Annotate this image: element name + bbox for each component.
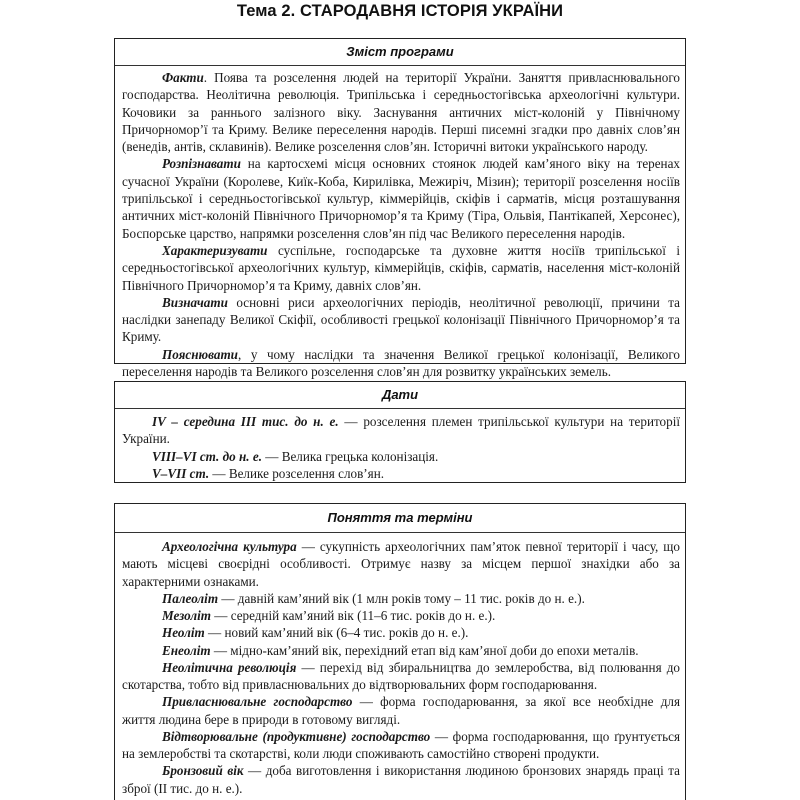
paragraph-text: суспільне, господарське та духовне життя носіїв трипільської і середньостогівської археологічних культур, кіммерійців, скіфів, сарматів, населення міст-колоній Північного Причорномор’я та Криму, давніх слов’ян. [122,242,680,293]
date-text: — Велика грецька колонізація. [261,448,439,464]
term-text: — давній кам’яний вік (1 млн років тому – 11 тис. років до н. е.). [218,590,585,606]
paragraph-lead: Характеризувати [162,242,268,258]
date-lead: VIII–VI ст. до н. е. [152,448,262,464]
term-text: — сукупність археологічних пам’яток певної території і часу, що мають місцеві своєрідні особливості. Отримує назву за місцем першої знахідки або за характерними ознаками. [122,539,680,589]
term-text: — мідно-кам’яний вік, перехідний етап від кам’яної доби до епохи металів. [210,642,639,658]
program-paragraph [122,155,680,241]
term-text: — новий кам’яний вік (6–4 тис. років до н. е.). [204,625,469,641]
program-paragraph [122,346,680,381]
paragraph-text: основні риси археологічних періодів, неолітичної революції, причини та наслідки занепаду Великої Скіфії, особливості грецької колонізації Північного Причорномор’я та Криму. [122,294,680,345]
term-lead: Неоліт [162,625,205,641]
program-paragraph [122,242,680,294]
paragraph-text: на картосхемі місця основних стоянок людей кам’яного віку на теренах сучасної України (Королеве, Киїк-Коба, Кирилівка, Межиріч, Мізин); території розселення носіїв трипільської і середньостогівської культур, кіммерійців, скіфів і сарматів, місця розташування античних міст-колоній Північного Причорномор’я та Криму (Тіра, Ольвія, Пантікапей, Херсонес), Боспорське царство, напрямки розселення слов’ян під час Великого переселення народів. [122,156,680,241]
page-title: Тема 2. СТАРОДАВНЯ ІСТОРІЯ УКРАЇНИ [236,2,564,20]
term-item [122,590,680,607]
paragraph-lead: Визначати [162,294,228,310]
paragraph-lead: Факти [162,70,204,85]
term-lead: Привласнювальне господарство [162,694,353,710]
term-lead: Палеоліт [162,590,219,606]
term-text: — форма господарювання, за якої все необхідне для життя людина бере в природи в готовому вигляді. [122,694,680,727]
program-heading: Зміст програми [115,39,685,66]
term-lead: Неолітична революція [162,659,297,675]
term-item [122,762,680,797]
term-lead: Археологічна культура [162,539,297,554]
dates-box [114,381,686,483]
term-item [122,538,680,590]
term-item [122,659,680,694]
terms-body [115,533,685,797]
program-body [115,66,685,380]
dates-body [115,409,685,482]
dates-heading: Дати [115,382,685,409]
term-text: — форма господарювання, що ґрунтується на землеробстві та скотарстві, коли люди споживають самостійно створені продукти. [122,728,680,761]
program-paragraph [122,294,680,346]
term-text: — перехід від збиральництва до землеробства, від полювання до скотарства, тобто від привласнювальних до відтворювальних форм господарювання. [122,659,680,692]
paragraph-text: . Поява та розселення людей на території України. Заняття привласнювального господарства. Неолітична революція. Трипільська і середньостогівська археологічні культури. Кочовики за раннього залізного віку. Заснування античних міст-колоній у Північному Причорномор’ї та Криму. Велике переселення народів. Перші писемні згадки про давніх слов’ян (венедів, антів, склавинів). Велике розселення слов’ян. Історичні витоки українського народу. [122,70,680,155]
term-lead: Мезоліт [162,608,211,623]
paragraph-lead: Розпізнавати [162,156,241,172]
program-box [114,38,686,380]
date-item [122,448,680,465]
term-text: — доба виготовлення і використання людиною бронзових знарядь праці та зброї (ІІ тис. до н. е.). [122,763,680,796]
date-item [122,413,680,448]
paragraph-lead: Пояснювати [162,346,238,362]
term-item [122,624,680,641]
terms-box [114,503,686,800]
date-lead: IV – середина III тис. до н. е. [152,414,339,429]
term-text: — середній кам’яний вік (11–6 тис. років до н. е.). [210,608,496,623]
term-lead: Відтворювальне (продуктивне) господарство [162,728,431,744]
date-lead: V–VII ст. [152,465,210,481]
date-text: — розселення племен трипільської культури на території України. [122,414,680,447]
date-text: — Велике розселення слов’ян. [209,465,385,481]
program-paragraph [122,69,680,155]
terms-heading: Поняття та терміни [115,504,685,533]
term-item [122,607,680,624]
term-item [122,728,680,763]
term-item [122,642,680,659]
term-lead: Енеоліт [162,642,211,658]
date-item [122,465,680,482]
paragraph-text: , у чому наслідки та значення Великої грецької колонізації, Великого переселення народів та Великого розселення слов’ян для розвитку українських земель. [122,346,680,380]
term-lead: Бронзовий вік [162,763,244,779]
term-item [122,693,680,728]
